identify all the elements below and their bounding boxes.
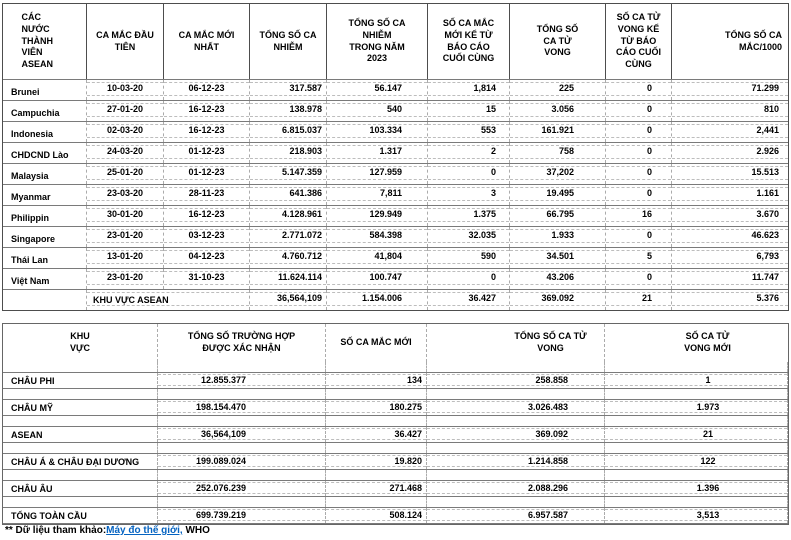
cell-cases-2023: 584.398: [327, 227, 428, 247]
cell-country: Việt Nam: [3, 269, 87, 289]
cell-cases-2023: 100.747: [327, 269, 428, 289]
cell-total-cases: 317.587: [250, 80, 327, 100]
cell-new-deaths: 1.396: [605, 481, 788, 496]
cell-new-deaths: 21: [605, 427, 788, 442]
source-note: [5, 525, 210, 536]
source-note-suffix: WHO: [182, 525, 210, 536]
cell-total-deaths: 161.921: [510, 122, 606, 142]
header-latest-case: CA MẮC MỚI NHẤT: [164, 4, 250, 79]
cell-first-case: 30-01-20: [87, 206, 164, 226]
cell-total-deaths: 1.933: [510, 227, 606, 247]
header-region: KHU VỰC: [3, 324, 158, 362]
cell-new-cases: 1.375: [428, 206, 510, 226]
cell-latest-case: 16-12-23: [164, 101, 250, 121]
cell-new-cases: 19.820: [326, 454, 427, 469]
cell-cases-per-1000: 2.926: [672, 143, 788, 163]
cell-cases-per-1000: 11.747: [672, 269, 788, 289]
cell-country: Malaysia: [3, 164, 87, 184]
cell-region: TỔNG TOÀN CẦU: [3, 508, 158, 523]
table-row: [3, 184, 788, 205]
cell-new-deaths: 5: [606, 248, 672, 268]
cell-new-deaths: 0: [606, 185, 672, 205]
cell-first-case: 25-01-20: [87, 164, 164, 184]
cell-region: CHÂU PHI: [3, 373, 158, 388]
cell-confirmed: 199.089.024: [158, 454, 326, 469]
spacer-row: [3, 470, 788, 480]
cell-new-deaths: 3,513: [605, 508, 788, 523]
table-header-row: [3, 324, 788, 362]
table-row: [3, 480, 788, 497]
table-row: [3, 100, 788, 121]
header-cases-2023: TỔNG SỐ CA NHIỄM TRONG NĂM 2023: [327, 4, 428, 79]
cell-new-cases: 134: [326, 373, 427, 388]
cell-total-deaths: 758: [510, 143, 606, 163]
cell-latest-case: 04-12-23: [164, 248, 250, 268]
header-cases-per-1000: TỔNG SỐ CA MẮC/1000: [724, 29, 782, 52]
spacer-row: [3, 443, 788, 453]
cell-new-cases: 0: [428, 269, 510, 289]
cell-empty: [3, 290, 87, 310]
header-new-cases: SỐ CA MẮC MỚI: [326, 324, 427, 362]
table-row: [3, 226, 788, 247]
cell-new-cases: 1,814: [428, 80, 510, 100]
cell-new-deaths: 0: [606, 269, 672, 289]
cell-total-cases: 138.978: [250, 101, 327, 121]
cell-new-cases: 0: [428, 164, 510, 184]
worldometer-link[interactable]: Máy đo thế giới,: [106, 525, 183, 536]
table-row: [3, 205, 788, 226]
cell-new-deaths: 16: [606, 206, 672, 226]
cell-total-cases: 218.903: [250, 143, 327, 163]
cell-new-deaths: 1.973: [605, 400, 788, 415]
cell-new-cases: 36.427: [428, 290, 510, 310]
cell-country: Campuchia: [3, 101, 87, 121]
cell-country: Brunei: [3, 80, 87, 100]
cell-total-cases: 4.760.712: [250, 248, 327, 268]
header-confirmed: TỔNG SỐ TRƯỜNG HỢP ĐƯỢC XÁC NHẬN: [158, 324, 326, 362]
cell-deaths: 6.957.587: [427, 508, 605, 523]
cell-new-deaths: 0: [606, 101, 672, 121]
cell-cases-per-1000: 6,793: [672, 248, 788, 268]
header-country: CÁC NƯỚC THÀNH VIÊN ASEAN: [3, 4, 87, 79]
table-row: [3, 163, 788, 184]
cell-total-deaths: 19.495: [510, 185, 606, 205]
cell-new-cases: 3: [428, 185, 510, 205]
cell-new-deaths: 0: [606, 80, 672, 100]
cell-region: ASEAN: [3, 427, 158, 442]
cell-first-case: 23-01-20: [87, 269, 164, 289]
cell-cases-per-1000: 810: [672, 101, 788, 121]
cell-deaths: 369.092: [427, 427, 605, 442]
cell-deaths: 1.214.858: [427, 454, 605, 469]
cell-cases-per-1000: 2,441: [672, 122, 788, 142]
cell-total-cases: 641.386: [250, 185, 327, 205]
cell-deaths: 258.858: [427, 373, 605, 388]
world-regions-table: [2, 323, 789, 525]
asean-total-row: [3, 289, 788, 310]
cell-new-cases: 271.468: [326, 481, 427, 496]
cell-latest-case: 31-10-23: [164, 269, 250, 289]
cell-region: CHÂU ÂU: [3, 481, 158, 496]
table-row: [3, 247, 788, 268]
cell-confirmed: 252.076.239: [158, 481, 326, 496]
cell-region: CHÂU MỸ: [3, 400, 158, 415]
cell-latest-case: 28-11-23: [164, 185, 250, 205]
cell-new-deaths: 1: [605, 373, 788, 388]
cell-confirmed: 12.855.377: [158, 373, 326, 388]
cell-deaths: 2.088.296: [427, 481, 605, 496]
cell-cases-per-1000: 3.670: [672, 206, 788, 226]
cell-first-case: 23-01-20: [87, 227, 164, 247]
cell-total-deaths: 369.092: [510, 290, 606, 310]
table-row: [3, 372, 788, 389]
header-new-deaths: SỐ CA TỬ VONG MỚI: [684, 331, 731, 353]
cell-latest-case: 01-12-23: [164, 164, 250, 184]
cell-first-case: 13-01-20: [87, 248, 164, 268]
cell-new-cases: 2: [428, 143, 510, 163]
cell-region: CHÂU Á & CHÂU ĐẠI DƯƠNG: [3, 454, 158, 469]
cell-first-case: 27-01-20: [87, 101, 164, 121]
cell-cases-per-1000: 71.299: [672, 80, 788, 100]
cell-new-deaths: 0: [606, 122, 672, 142]
global-total-row: [3, 507, 788, 524]
cell-new-cases: 553: [428, 122, 510, 142]
cell-country: Myanmar: [3, 185, 87, 205]
cell-cases-2023: 56.147: [327, 80, 428, 100]
cell-new-cases: 15: [428, 101, 510, 121]
header-new-cases: SỐ CA MẮC MỚI KỂ TỪ BÁO CÁO CUỐI CÙNG: [428, 4, 510, 79]
cell-country: Philippin: [3, 206, 87, 226]
asean-countries-table: [2, 3, 789, 311]
cell-total-deaths: 37,202: [510, 164, 606, 184]
table-row: [3, 453, 788, 470]
cell-cases-2023: 1.317: [327, 143, 428, 163]
cell-cases-2023: 129.949: [327, 206, 428, 226]
spacer-row: [3, 497, 788, 507]
cell-total-cases: 6.815.037: [250, 122, 327, 142]
header-new-deaths: SỐ CA TỬ VONG KỂ TỪ BÁO CÁO CUỐI CÙNG: [606, 4, 672, 79]
cell-cases-2023: 540: [327, 101, 428, 121]
cell-total-cases: 11.624.114: [250, 269, 327, 289]
cell-cases-per-1000: 1.161: [672, 185, 788, 205]
cell-cases-per-1000: 15.513: [672, 164, 788, 184]
cell-confirmed: 198.154.470: [158, 400, 326, 415]
table-row: [3, 121, 788, 142]
cell-total-cases: 36,564,109: [250, 290, 327, 310]
cell-country: Thái Lan: [3, 248, 87, 268]
cell-cases-per-1000: 5.376: [672, 290, 788, 310]
table-row: [3, 79, 788, 100]
cell-country: Singapore: [3, 227, 87, 247]
cell-total-deaths: 225: [510, 80, 606, 100]
cell-total-cases: 4.128.961: [250, 206, 327, 226]
spacer-row: [3, 389, 788, 399]
cell-latest-case: 16-12-23: [164, 206, 250, 226]
cell-total-deaths: 66.795: [510, 206, 606, 226]
cell-confirmed: 36,564,109: [158, 427, 326, 442]
cell-country: CHDCND Lào: [3, 143, 87, 163]
header-total-cases: TỔNG SỐ CA NHIỄM: [250, 4, 327, 79]
cell-cases-2023: 41,804: [327, 248, 428, 268]
header-total-deaths: TỔNG SỐ CA TỬ VONG: [510, 4, 606, 79]
cell-total-cases: 2.771.072: [250, 227, 327, 247]
cell-latest-case: 03-12-23: [164, 227, 250, 247]
cell-total-cases: 5.147.359: [250, 164, 327, 184]
cell-confirmed: 699.739.219: [158, 508, 326, 523]
spacer-row: [3, 362, 788, 372]
cell-first-case: 10-03-20: [87, 80, 164, 100]
table-header-row: [3, 4, 788, 79]
cell-total-deaths: 3.056: [510, 101, 606, 121]
table-row: [3, 426, 788, 443]
table-row: [3, 268, 788, 289]
header-deaths: TỔNG SỐ CA TỬ VONG: [427, 324, 605, 362]
cell-new-cases: 180.275: [326, 400, 427, 415]
cell-latest-case: 16-12-23: [164, 122, 250, 142]
cell-total-deaths: 34.501: [510, 248, 606, 268]
cell-latest-case: 06-12-23: [164, 80, 250, 100]
cell-new-deaths: 0: [606, 164, 672, 184]
cell-cases-2023: 7,811: [327, 185, 428, 205]
cell-new-deaths: 21: [606, 290, 672, 310]
cell-cases-2023: 127.959: [327, 164, 428, 184]
header-first-case: CA MẮC ĐẦU TIÊN: [87, 4, 164, 79]
cell-first-case: 24-03-20: [87, 143, 164, 163]
spacer-row: [3, 416, 788, 426]
cell-new-cases: 36.427: [326, 427, 427, 442]
table-row: [3, 399, 788, 416]
cell-first-case: 02-03-20: [87, 122, 164, 142]
cell-country: Indonesia: [3, 122, 87, 142]
cell-asean-total-label: KHU VỰC ASEAN: [87, 290, 250, 310]
cell-new-deaths: 0: [606, 143, 672, 163]
table-row: [3, 142, 788, 163]
cell-new-cases: 590: [428, 248, 510, 268]
cell-new-deaths: 0: [606, 227, 672, 247]
cell-latest-case: 01-12-23: [164, 143, 250, 163]
cell-new-cases: 32.035: [428, 227, 510, 247]
cell-cases-2023: 1.154.006: [327, 290, 428, 310]
cell-cases-per-1000: 46.623: [672, 227, 788, 247]
cell-first-case: 23-03-20: [87, 185, 164, 205]
cell-total-deaths: 43.206: [510, 269, 606, 289]
cell-new-cases: 508.124: [326, 508, 427, 523]
cell-new-deaths: 122: [605, 454, 788, 469]
source-note-prefix: ** Dữ liệu tham khảo:: [5, 525, 107, 536]
cell-deaths: 3.026.483: [427, 400, 605, 415]
cell-cases-2023: 103.334: [327, 122, 428, 142]
